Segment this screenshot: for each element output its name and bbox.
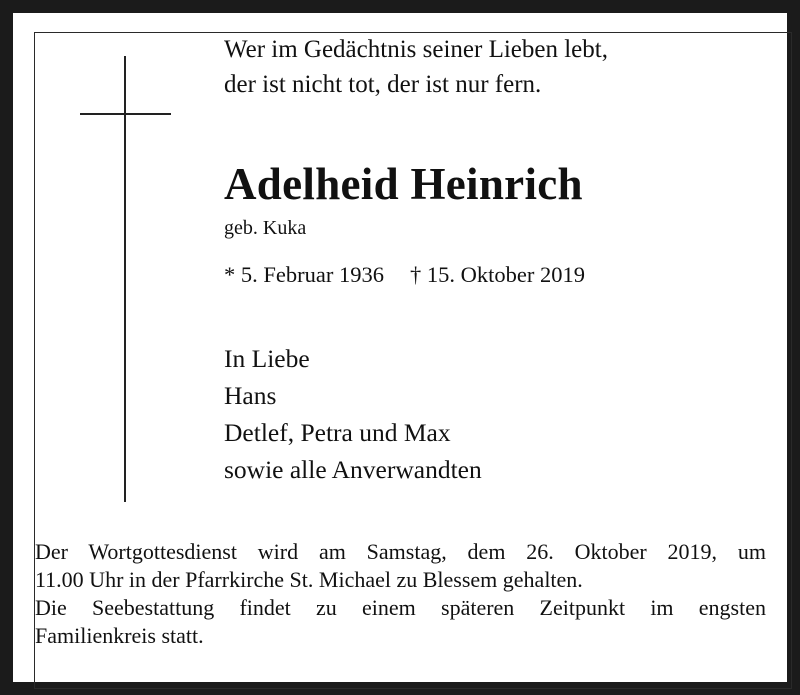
cross-icon	[124, 56, 126, 502]
mourner-line: Hans	[224, 381, 277, 410]
memorial-quote	[224, 32, 608, 102]
mourner-line: Detlef, Petra und Max	[224, 418, 451, 447]
mourner-line: sowie alle Anverwandten	[224, 455, 482, 484]
quote-line: der ist nicht tot, der ist nur fern.	[224, 71, 542, 98]
birth-date: * 5. Februar 1936	[224, 262, 384, 287]
life-dates	[224, 261, 585, 289]
service-line: Der Wortgottesdienst wird am Samstag, dem 26. Oktober 2019, um	[35, 539, 766, 564]
service-notice	[35, 538, 766, 650]
death-date: † 15. Oktober 2019	[409, 262, 585, 287]
service-line: 11.00 Uhr in der Pfarrkirche St. Michael zu Blessem gehalten.	[35, 567, 583, 592]
mourners-intro: In Liebe	[224, 344, 310, 373]
quote-line: Wer im Gedächtnis seiner Lieben lebt,	[224, 36, 608, 63]
service-line: Familienkreis statt.	[35, 623, 204, 648]
cross-icon-crossbar	[80, 113, 171, 115]
deceased-name: Adelheid Heinrich	[224, 159, 583, 209]
mourners-block	[224, 340, 482, 488]
maiden-name: geb. Kuka	[224, 217, 307, 239]
service-line: Die Seebestattung findet zu einem späteren Zeitpunkt im engsten	[35, 595, 766, 620]
